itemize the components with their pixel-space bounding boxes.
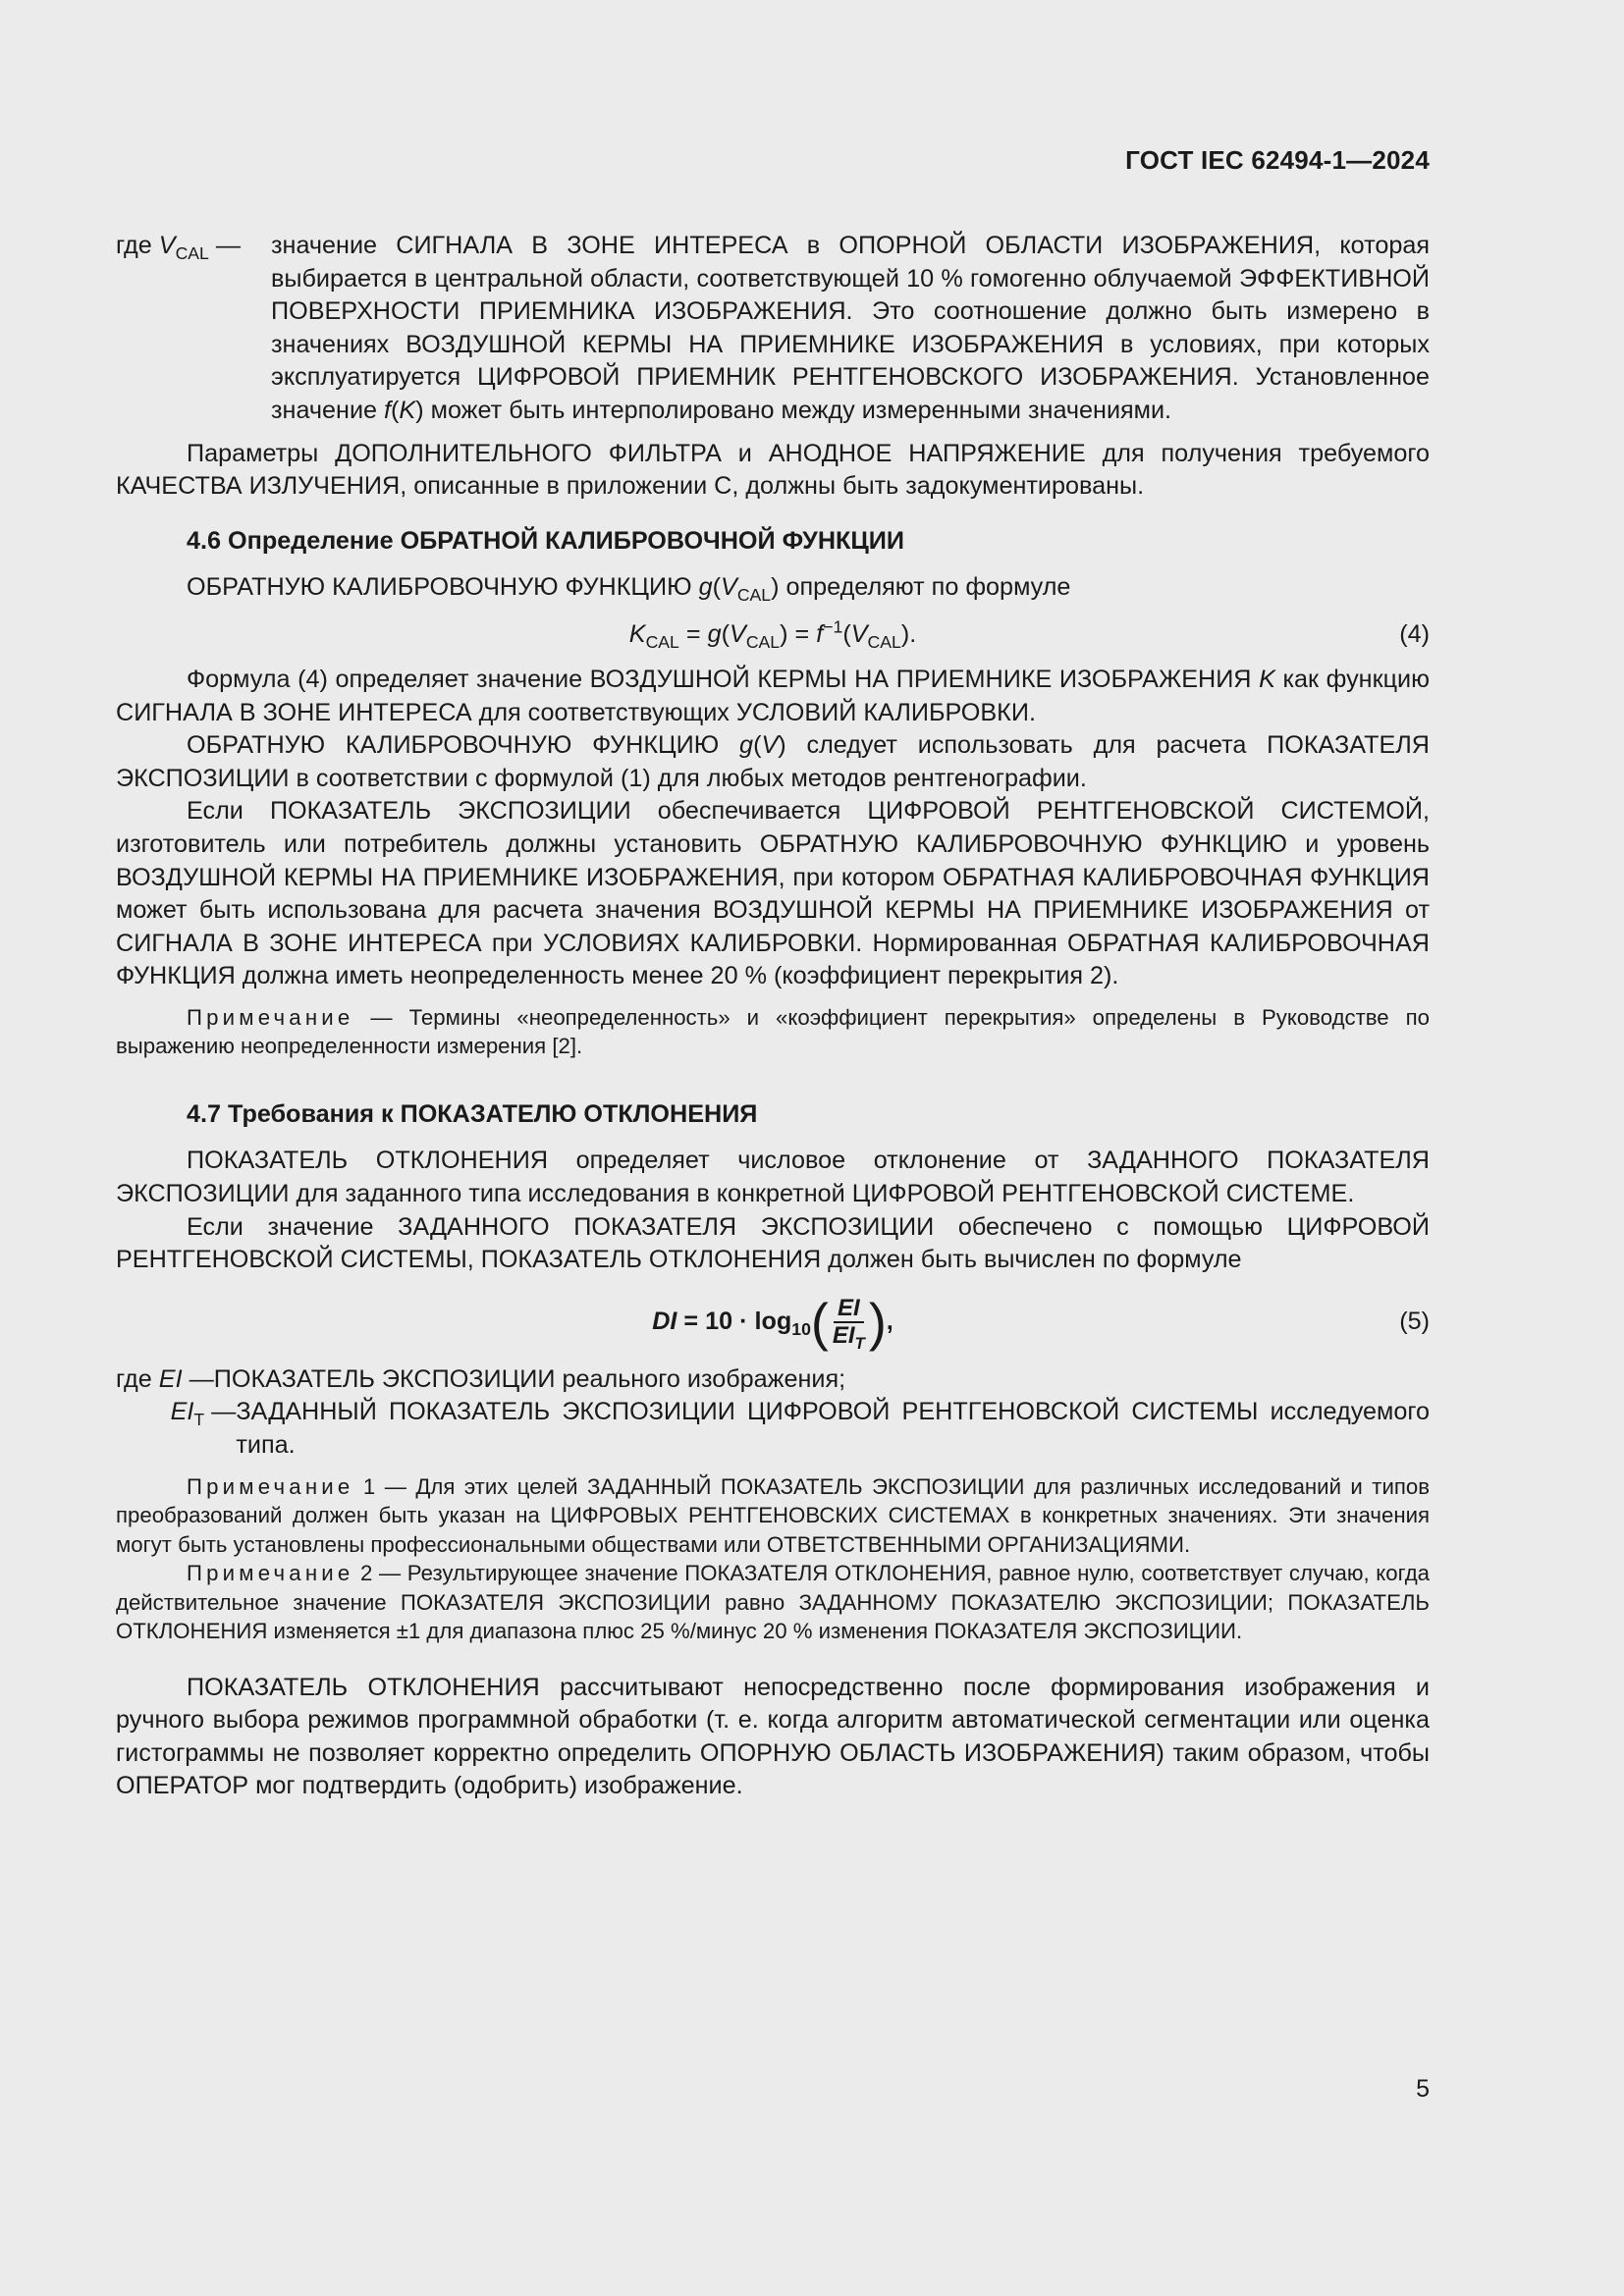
p2-g-symbol: g xyxy=(739,731,754,760)
formula-4: $K_{CAL} = g(V_{CAL}) = f^{-1}(V_{CAL})$. (4) xyxy=(116,614,1430,654)
formula4-v2-sub: CAL xyxy=(867,631,901,652)
page-content xyxy=(116,230,1430,1803)
ei-dash: — xyxy=(182,1364,214,1393)
vcal-definition xyxy=(116,230,1430,428)
vcal-subscript: CAL xyxy=(175,243,209,264)
p1-k-symbol: K xyxy=(1259,665,1275,693)
where-word: где xyxy=(116,232,159,259)
formula4-f: f xyxy=(816,619,824,648)
note2-text: 2 — Результирующее значение ПОКАЗАТЕЛЯ ОТКЛОНЕНИЯ, равное нулю, соответствует случаю, когда действительное значение ПОКАЗАТЕЛЯ ЭКСПОЗИЦИИ равно ЗАДАННОМУ ПОКАЗАТЕЛЮ ЭКСПОЗИЦИИ; ПОКАЗАТЕЛЬ ОТКЛОНЕНИЯ изменяется ±1 для диапазона плюс 25 %/минус 20 % изменения ПОКАЗАТЕЛЯ ЭКСПОЗИЦИИ. xyxy=(116,1561,1430,1644)
section-4-7-p3: ПОКАЗАТЕЛЬ ОТКЛОНЕНИЯ рассчитывают непосредственно после формирования изображения и ручного выбора режимов программной обработки (т. е. когда алгоритм автоматической сегментации или оценка гистограммы не позволяет корректно определить ОПОРНУЮ ОБЛАСТЬ ИЗОБРАЖЕНИЯ) таким образом, чтобы ОПЕРАТОР мог подтвердить (одобрить) изображение. xyxy=(116,1673,1430,1800)
section-4-6-intro: ОБРАТНУЮ КАЛИБРОВОЧНУЮ ФУНКЦИЮ $g(V_{CAL})$ определяют по формуле xyxy=(187,573,1071,606)
definition-eit-term xyxy=(116,1396,236,1462)
right-paren: ) xyxy=(868,1293,887,1353)
left-paren: ( xyxy=(810,1293,829,1353)
intro-text: ОБРАТНУЮ КАЛИБРОВОЧНУЮ ФУНКЦИЮ xyxy=(187,573,699,602)
note1-text: 1 — Для этих целей ЗАДАННЫЙ ПОКАЗАТЕЛЬ ЭКСПОЗИЦИИ для различных исследований и типов преобразований должен быть указан на ЦИФРОВЫХ РЕНТГЕНОВСКИХ СИСТЕМАХ в конкретных значениях. Эти значения могут быть установлены профессиональными обществами или ОТВЕТСТВЕННЫМИ ОРГАНИЗАЦИЯМИ. xyxy=(116,1473,1430,1557)
vcal-term xyxy=(116,230,271,428)
p2-text-a: ОБРАТНУЮ КАЛИБРОВОЧНУЮ ФУНКЦИЮ xyxy=(187,731,740,760)
denominator-sub: T xyxy=(854,1333,865,1353)
denominator-ei: EI xyxy=(832,1322,855,1350)
ei-symbol: EI xyxy=(158,1364,183,1393)
definition-ei-term xyxy=(116,1363,214,1397)
section-4-6-heading: 4.6 Определение ОБРАТНОЙ КАЛИБРОВОЧНОЙ ФУНКЦИИ xyxy=(187,526,904,555)
formula4-g: g xyxy=(707,619,722,648)
definition-ei xyxy=(116,1363,1430,1397)
formula4-eq2: = xyxy=(787,619,817,648)
formula4-k-sub: CAL xyxy=(645,631,679,652)
vcal-definition-text: значение СИГНАЛА В ЗОНЕ ИНТЕРЕСА в ОПОРНОЙ ОБЛАСТИ ИЗОБРАЖЕНИЯ, которая выбирается в центральной области, соответствующей 10 % гомогенно облучаемой ЭФФЕКТИВНОЙ ПОВЕРХНОСТИ ПРИЕМНИКА ИЗОБРАЖЕНИЯ. Это соотношение должно быть измерено в значениях ВОЗДУШНОЙ КЕРМЫ НА ПРИЕМНИКЕ ИЗОБРАЖЕНИЯ в условиях, при которых эксплуатируется ЦИФРОВОЙ ПРИЕМНИК РЕНТГЕНОВСКОГО ИЗОБРАЖЕНИЯ. Установленное значение f(K) может быть интерполировано между измеренными значениями. xyxy=(271,232,1430,424)
note-label: Примечание xyxy=(187,1004,354,1030)
formula4-v2: V xyxy=(850,619,868,648)
note1-label: Примечание xyxy=(187,1473,354,1499)
definition-eit xyxy=(116,1396,1430,1462)
f-symbol: f xyxy=(384,396,392,424)
note-text: — Термины «неопределенность» и «коэффициент перекрытия» определены в Руководстве по выражению неопределенности измерения [2]. xyxy=(116,1004,1430,1059)
eit-symbol: EI xyxy=(170,1398,194,1426)
formula-5-number: (5) xyxy=(1399,1307,1430,1335)
vcal-text-part1: значение СИГНАЛА В ЗОНЕ ИНТЕРЕСА в ОПОРНОЙ ОБЛАСТИ ИЗОБРАЖЕНИЯ, которая выбирается в центральной области, соответствующей 10 % гомогенно облучаемой ЭФФЕКТИВНОЙ ПОВЕРХНОСТИ ПРИЕМНИКА ИЗОБРАЖЕНИЯ. Это соотношение должно быть измерено в значениях ВОЗДУШНОЙ КЕРМЫ НА ПРИЕМНИКЕ ИЗОБРАЖЕНИЯ в условиях, при которых эксплуатируется ЦИФРОВОЙ ПРИЕМНИК РЕНТГЕНОВСКОГО ИЗОБРАЖЕНИЯ. Установленное значение xyxy=(271,232,1430,424)
p1-text-a: Формула (4) определяет значение ВОЗДУШНОЙ КЕРМЫ НА ПРИЕМНИКЕ ИЗОБРАЖЕНИЯ xyxy=(187,665,1260,693)
formula5-fraction xyxy=(829,1295,869,1353)
p1-text-b: как функцию СИГНАЛА В ЗОНЕ ИНТЕРЕСА для соответствующих УСЛОВИЙ КАЛИБРОВКИ. xyxy=(116,665,1431,726)
fraction-denominator xyxy=(829,1322,869,1353)
where-word-2: где xyxy=(116,1364,159,1393)
formula4-k: K xyxy=(628,619,646,648)
intro-text-end: определяют по формуле xyxy=(779,573,1071,602)
section-4-7-heading: 4.7 Требования к ПОКАЗАТЕЛЮ ОТКЛОНЕНИЯ xyxy=(187,1099,758,1128)
section-4-7-note-1 xyxy=(116,1472,1430,1560)
v-subscript: CAL xyxy=(736,585,772,606)
formula4-v1-sub: CAL xyxy=(745,631,781,652)
vcal-text-part2: может быть интерполировано между измеренными значениями. xyxy=(423,396,1172,424)
formula5-di: DI xyxy=(652,1307,677,1335)
section-4-6-p3: Если ПОКАЗАТЕЛЬ ЭКСПОЗИЦИИ обеспечивается ЦИФРОВОЙ РЕНТГЕНОВСКОЙ СИСТЕМОЙ, изготовитель или потребитель должны установить ОБРАТНУЮ КАЛИБРОВОЧНУЮ ФУНКЦИЮ и уровень ВОЗДУШНОЙ КЕРМЫ НА ПРИЕМНИКЕ ИЗОБРАЖЕНИЯ, при котором ОБРАТНАЯ КАЛИБРОВОЧНАЯ ФУНКЦИЯ может быть использована для расчета значения ВОЗДУШНОЙ КЕРМЫ НА ПРИЕМНИКЕ ИЗОБРАЖЕНИЯ от СИГНАЛА В ЗОНЕ ИНТЕРЕСА при УСЛОВИЯХ КАЛИБРОВКИ. Нормированная ОБРАТНАЯ КАЛИБРОВОЧНАЯ ФУНКЦИЯ должна иметь неопределенность менее 20 % (коэффициент перекрытия 2). xyxy=(116,797,1430,990)
section-4-6-note xyxy=(116,1003,1430,1061)
note2-label: Примечание xyxy=(187,1561,354,1586)
formula-5-definitions xyxy=(116,1363,1430,1463)
formula4-eq1: = xyxy=(678,619,708,648)
p2-v-symbol: V xyxy=(761,731,779,760)
vcal-symbol: V xyxy=(158,232,176,259)
formula5-log-base: 10 xyxy=(791,1318,811,1339)
fraction-numerator: EI xyxy=(834,1296,864,1323)
section-4-6-p2: ОБРАТНУЮ КАЛИБРОВОЧНУЮ ФУНКЦИЮ g(V) следует использовать для расчета ПОКАЗАТЕЛЯ ЭКСПОЗИЦИИ в соответствии с формулой (1) для любых методов рентгенографии. xyxy=(116,731,1430,792)
term-dash: — xyxy=(208,232,242,259)
p2-text-b: следует использовать для расчета ПОКАЗАТЕЛЯ ЭКСПОЗИЦИИ в соответствии с формулой (1) для любых методов рентгенографии. xyxy=(116,731,1430,792)
formula5-tail: , xyxy=(886,1307,893,1335)
page-number: 5 xyxy=(1416,2075,1430,2103)
formula4-sup: −1 xyxy=(823,616,843,637)
section-4-6-p1 xyxy=(116,664,1430,729)
formula4-v1: V xyxy=(730,619,746,648)
k-symbol: K xyxy=(399,396,416,424)
section-4-7-p1: ПОКАЗАТЕЛЬ ОТКЛОНЕНИЯ определяет числовое отклонение от ЗАДАННОГО ПОКАЗАТЕЛЯ ЭКСПОЗИЦИИ для заданного типа исследования в конкретной ЦИФРОВОЙ РЕНТГЕНОВСКОЙ СИСТЕМЕ. xyxy=(116,1147,1430,1208)
eit-subscript: T xyxy=(193,1410,205,1430)
formula5-log: = 10 · log xyxy=(677,1307,792,1335)
document-header: ГОСТ IEC 62494-1—2024 xyxy=(1125,145,1430,175)
eit-dash: — xyxy=(204,1398,237,1426)
definition-eit-text: ЗАДАННЫЙ ПОКАЗАТЕЛЬ ЭКСПОЗИЦИИ ЦИФРОВОЙ РЕНТГЕНОВСКОЙ СИСТЕМЫ исследуемого типа. xyxy=(236,1398,1430,1460)
section-4-7-p2: Если значение ЗАДАННОГО ПОКАЗАТЕЛЯ ЭКСПОЗИЦИИ обеспечено с помощью ЦИФРОВОЙ РЕНТГЕНОВСКОЙ СИСТЕМЫ, ПОКАЗАТЕЛЬ ОТКЛОНЕНИЯ должен быть вычислен по формуле xyxy=(116,1212,1430,1274)
params-paragraph: Параметры ДОПОЛНИТЕЛЬНОГО ФИЛЬТРА и АНОДНОЕ НАПРЯЖЕНИЕ для получения требуемого КАЧЕСТВА ИЗЛУЧЕНИЯ, описанные в приложении С, должны быть задокументированы. xyxy=(116,439,1430,501)
formula4-tail: . xyxy=(909,619,917,648)
definition-ei-text: ПОКАЗАТЕЛЬ ЭКСПОЗИЦИИ реального изображения; xyxy=(213,1364,846,1393)
formula-5 xyxy=(116,1285,1430,1358)
g-symbol: g xyxy=(698,573,713,602)
formula-4-number: (4) xyxy=(1399,619,1430,648)
section-4-7-note-2 xyxy=(116,1559,1430,1646)
v-symbol: V xyxy=(721,573,737,602)
